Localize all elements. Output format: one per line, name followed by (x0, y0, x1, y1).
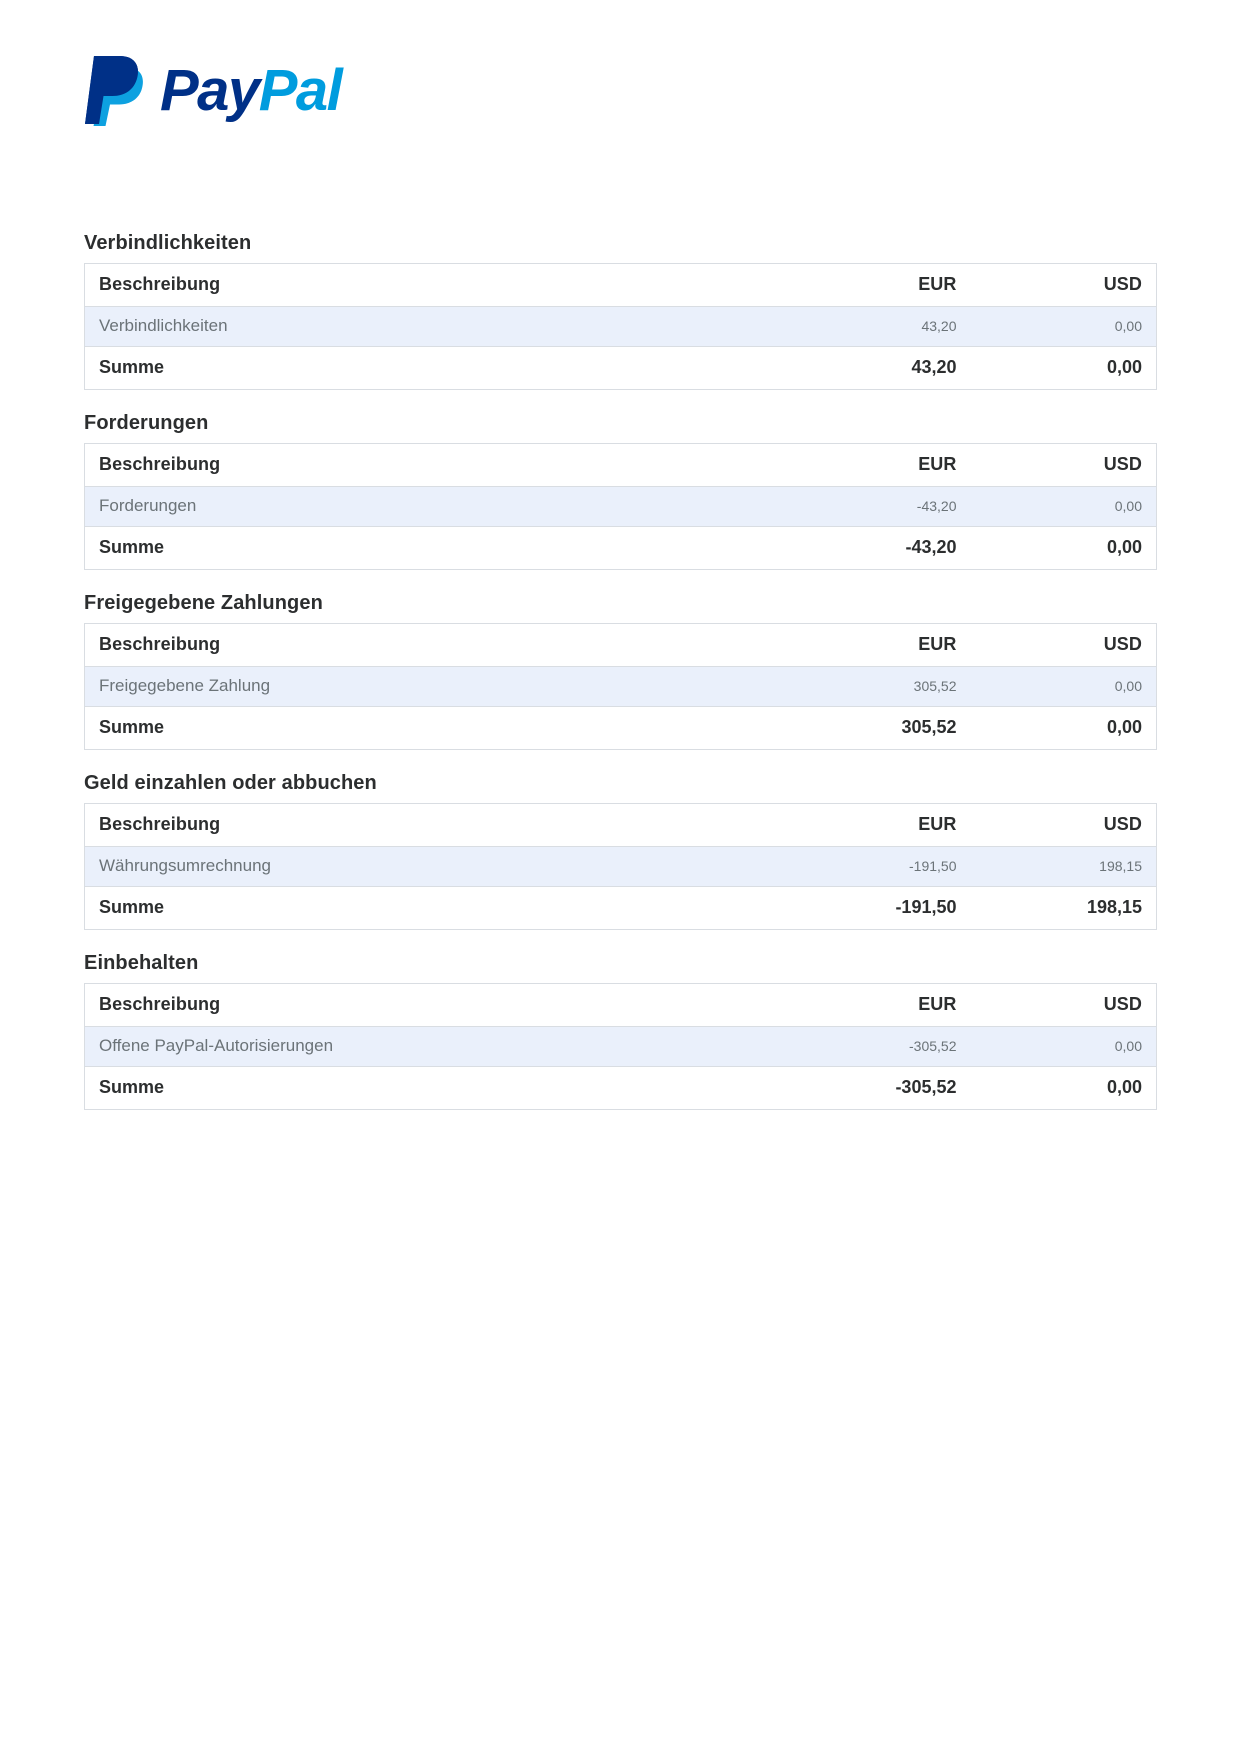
total-value-eur: 43,20 (785, 347, 971, 390)
table-header-row (85, 444, 1157, 487)
section-title: Verbindlichkeiten (84, 232, 252, 254)
total-label: Summe (85, 887, 785, 930)
total-value-eur: -305,52 (785, 1067, 971, 1110)
total-label: Summe (85, 1067, 785, 1110)
logo-text-pay: Pay (160, 57, 259, 123)
section-table (84, 623, 1157, 750)
total-value-eur: 305,52 (785, 707, 971, 750)
row-value-usd: 0,00 (971, 667, 1157, 707)
section-table (84, 983, 1157, 1110)
table-row (85, 667, 1157, 707)
row-value-usd: 198,15 (971, 847, 1157, 887)
column-header-usd: USD (971, 804, 1157, 847)
column-header-eur: EUR (785, 804, 971, 847)
section-einbehalten (84, 952, 1156, 1110)
total-label: Summe (85, 707, 785, 750)
total-value-eur: -43,20 (785, 527, 971, 570)
total-label: Summe (85, 527, 785, 570)
column-header-usd: USD (971, 264, 1157, 307)
section-title: Freigegebene Zahlungen (84, 592, 323, 614)
total-value-usd: 0,00 (971, 347, 1157, 390)
total-value-usd: 0,00 (971, 1067, 1157, 1110)
section-freigegebene-zahlungen (84, 592, 1156, 750)
table-total-row (85, 527, 1157, 570)
row-description: Offene PayPal-Autorisierungen (85, 1027, 785, 1067)
row-value-eur: 305,52 (785, 667, 971, 707)
total-value-eur: -191,50 (785, 887, 971, 930)
row-description: Freigegebene Zahlung (85, 667, 785, 707)
paypal-wordmark (160, 57, 341, 124)
table-row (85, 487, 1157, 527)
paypal-logo-icon (84, 54, 146, 126)
column-header-usd: USD (971, 624, 1157, 667)
table-header-row (85, 804, 1157, 847)
total-value-usd: 198,15 (971, 887, 1157, 930)
row-value-eur: -305,52 (785, 1027, 971, 1067)
row-description: Verbindlichkeiten (85, 307, 785, 347)
column-header-eur: EUR (785, 444, 971, 487)
table-row (85, 847, 1157, 887)
statement-sections (84, 232, 1156, 1114)
table-header-row (85, 264, 1157, 307)
table-total-row (85, 707, 1157, 750)
section-table (84, 803, 1157, 930)
row-value-eur: -191,50 (785, 847, 971, 887)
row-value-usd: 0,00 (971, 487, 1157, 527)
section-forderungen (84, 412, 1156, 570)
total-value-usd: 0,00 (971, 527, 1157, 570)
total-value-usd: 0,00 (971, 707, 1157, 750)
column-header-usd: USD (971, 984, 1157, 1027)
column-header-description: Beschreibung (85, 624, 785, 667)
total-label: Summe (85, 347, 785, 390)
row-value-eur: 43,20 (785, 307, 971, 347)
table-row (85, 307, 1157, 347)
column-header-usd: USD (971, 444, 1157, 487)
section-title: Forderungen (84, 412, 209, 434)
row-value-usd: 0,00 (971, 307, 1157, 347)
table-header-row (85, 624, 1157, 667)
column-header-description: Beschreibung (85, 804, 785, 847)
table-total-row (85, 887, 1157, 930)
column-header-description: Beschreibung (85, 264, 785, 307)
column-header-description: Beschreibung (85, 444, 785, 487)
section-table (84, 443, 1157, 570)
column-header-eur: EUR (785, 984, 971, 1027)
section-verbindlichkeiten (84, 232, 1156, 390)
column-header-eur: EUR (785, 264, 971, 307)
table-header-row (85, 984, 1157, 1027)
section-table (84, 263, 1157, 390)
row-description: Währungsumrechnung (85, 847, 785, 887)
column-header-description: Beschreibung (85, 984, 785, 1027)
table-total-row (85, 1067, 1157, 1110)
row-description: Forderungen (85, 487, 785, 527)
logo-text-pal: Pal (258, 57, 342, 123)
section-title: Geld einzahlen oder abbuchen (84, 772, 377, 794)
paypal-logo (84, 54, 341, 126)
table-row (85, 1027, 1157, 1067)
column-header-eur: EUR (785, 624, 971, 667)
table-total-row (85, 347, 1157, 390)
row-value-eur: -43,20 (785, 487, 971, 527)
section-title: Einbehalten (84, 952, 199, 974)
row-value-usd: 0,00 (971, 1027, 1157, 1067)
section-geld-einzahlen-oder-abbuchen (84, 772, 1156, 930)
